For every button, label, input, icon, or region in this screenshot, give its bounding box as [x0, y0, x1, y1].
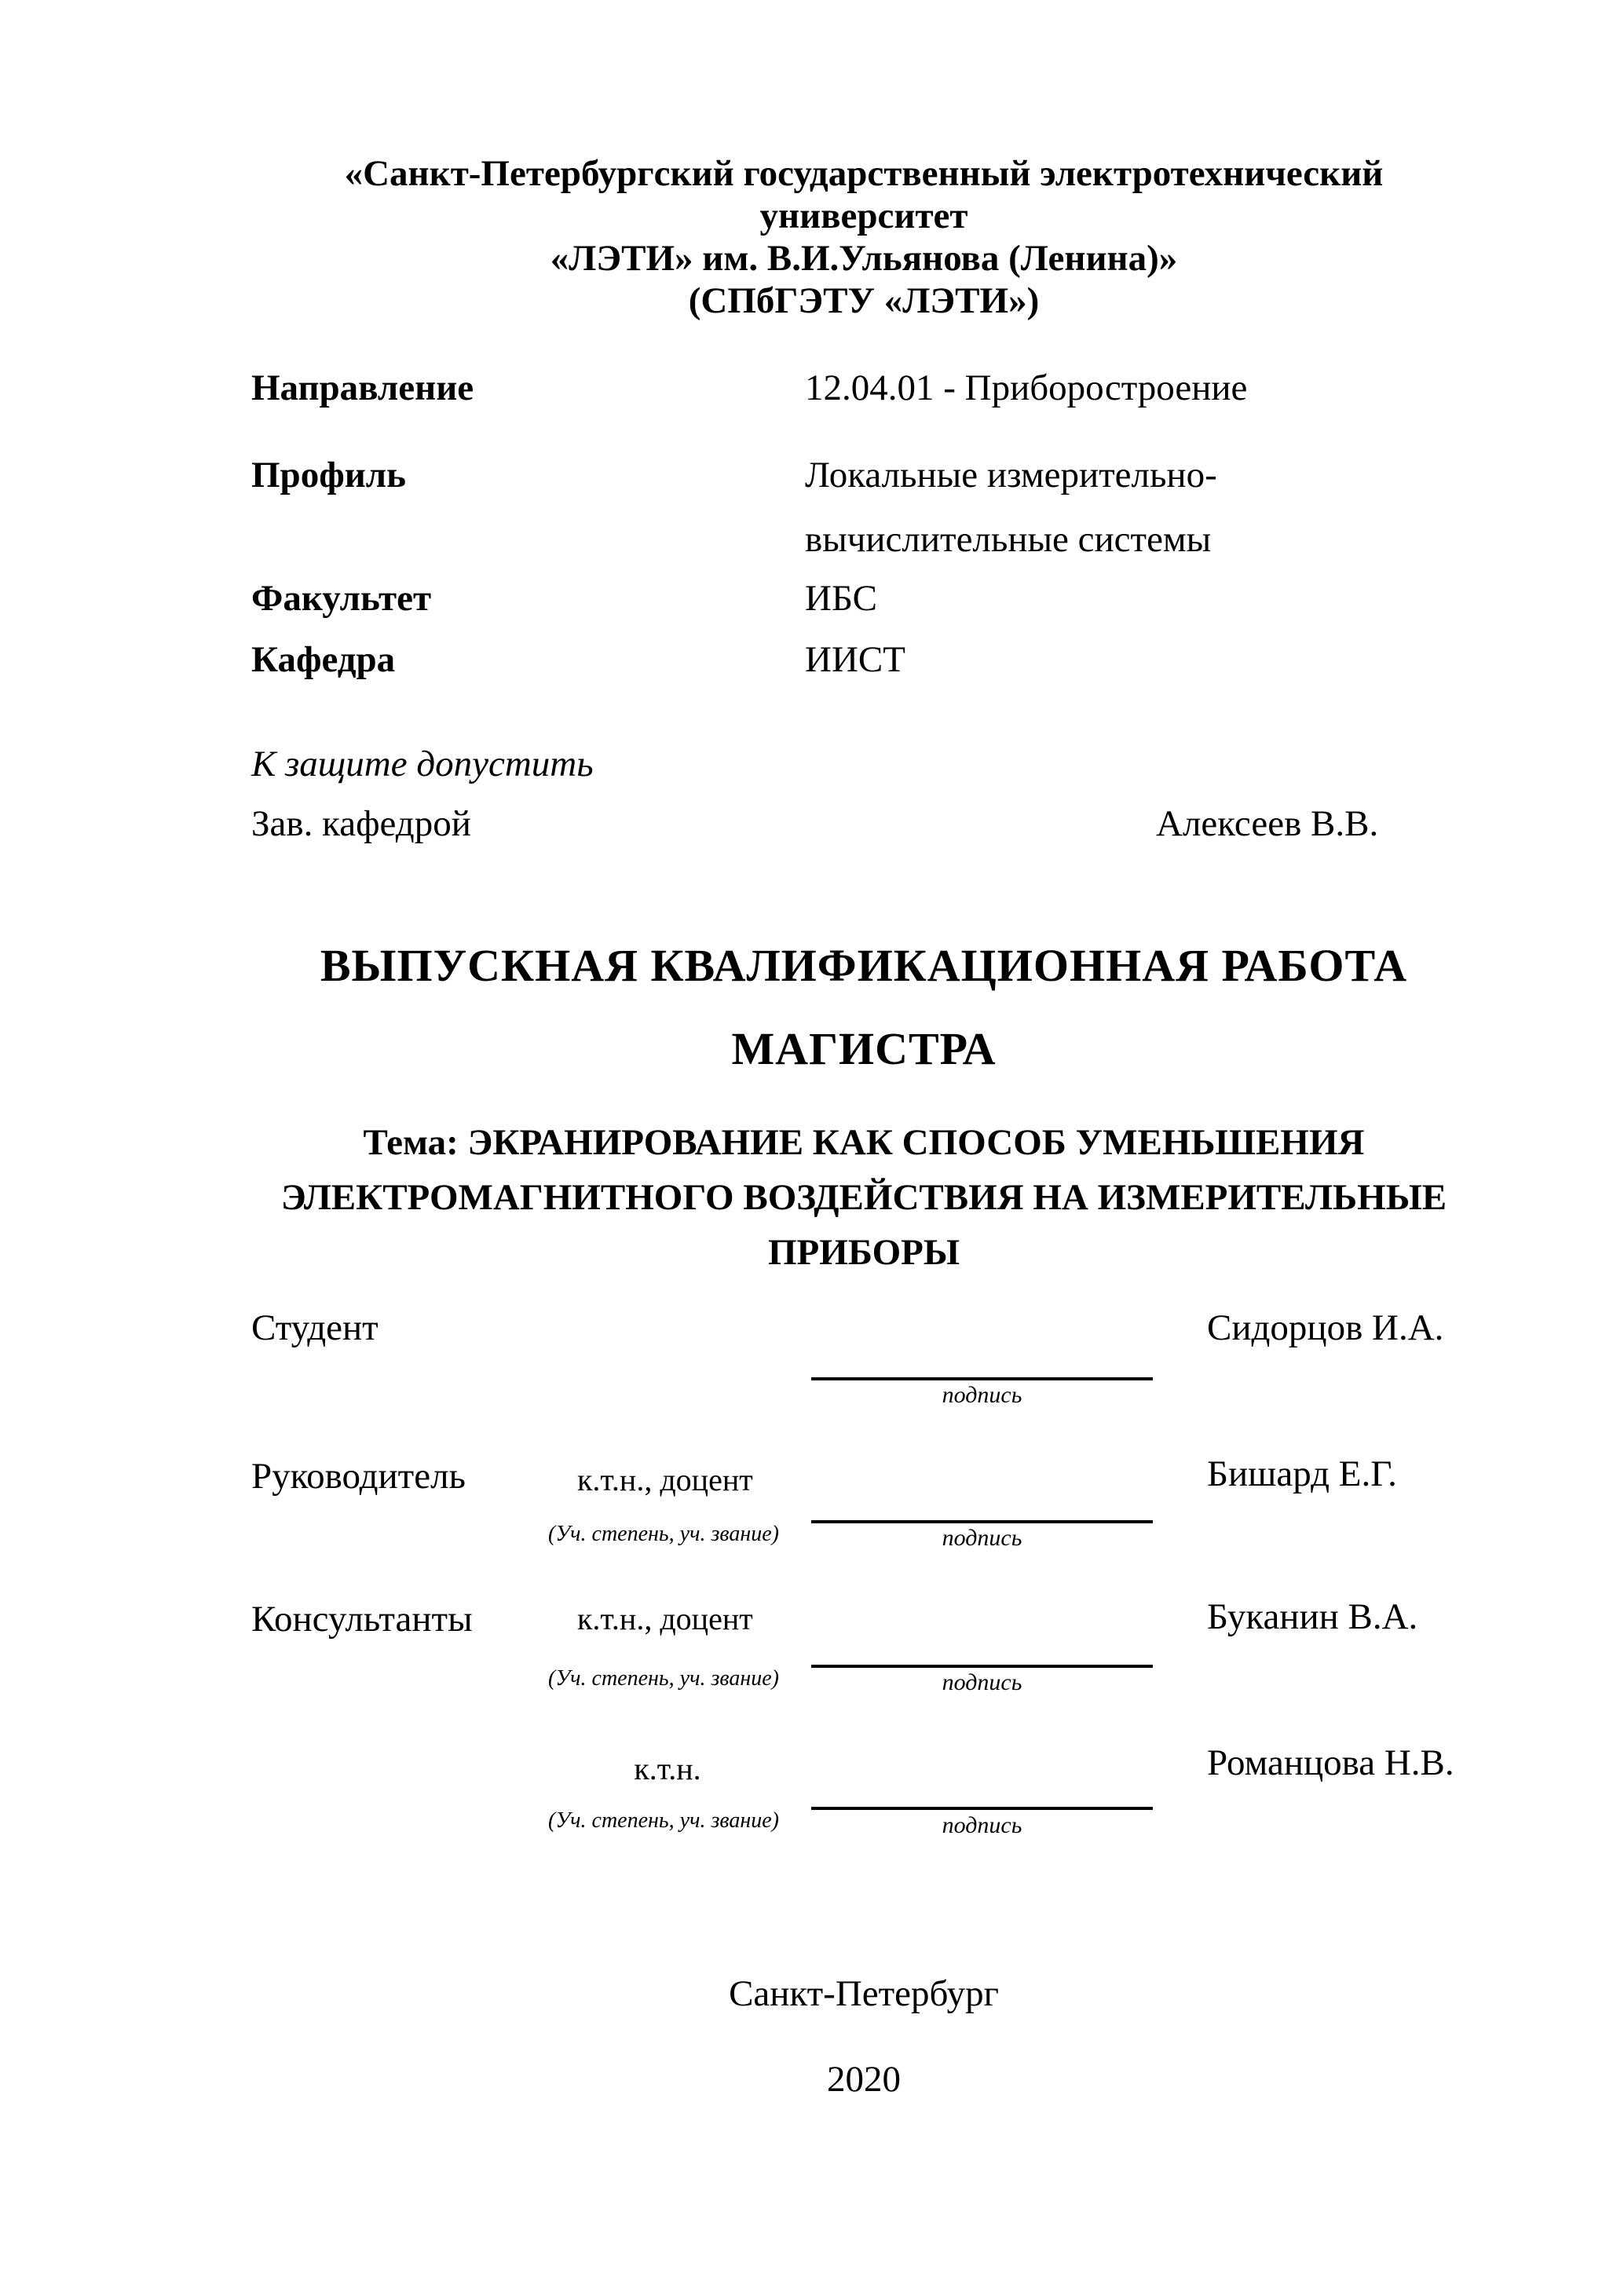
- supervisor-degree: к.т.н., доцент: [577, 1462, 753, 1497]
- supervisor-signature-line: [811, 1520, 1153, 1523]
- department-head-name: Алексеев В.В.: [1156, 803, 1379, 844]
- thesis-theme-line-2: ЭЛЕКТРОМАГНИТНОГО ВОЗДЕЙСТВИЯ НА ИЗМЕРИТЕЛЬНЫЕ: [280, 1177, 1447, 1218]
- thesis-theme-line-1: Тема: ЭКРАНИРОВАНИЕ КАК СПОСОБ УМЕНЬШЕНИЯ: [363, 1122, 1365, 1163]
- department-value: ИИСТ: [805, 639, 905, 680]
- profile-label: Профиль: [251, 455, 407, 495]
- direction-value: 12.04.01 - Приборостроение: [805, 367, 1248, 408]
- profile-value-line-1: Локальные измерительно-: [805, 455, 1217, 495]
- consultant1-signature-caption: подпись: [942, 1669, 1022, 1695]
- department-head-label: Зав. кафедрой: [251, 803, 471, 844]
- consultant2-signature-line: [811, 1807, 1153, 1810]
- faculty-value: ИБС: [805, 578, 877, 619]
- thesis-title-line-1: ВЫПУСКНАЯ КВАЛИФИКАЦИОННАЯ РАБОТА: [320, 940, 1408, 991]
- consultant1-signature-line: [811, 1665, 1153, 1668]
- university-name-line-2: «ЛЭТИ» им. В.И.Ульянова (Ленина)»: [550, 238, 1178, 279]
- thesis-title: [251, 924, 1476, 1091]
- consultant1-degree-caption: (Уч. степень, уч. звание): [548, 1666, 779, 1691]
- student-signature-caption: подпись: [942, 1382, 1022, 1408]
- consultant2-signature-caption: подпись: [942, 1812, 1022, 1838]
- admission-note: К защите допустить: [251, 744, 594, 784]
- supervisor-name: Бишард Е.Г.: [1207, 1453, 1397, 1494]
- thesis-title-line-2: МАГИСТРА: [731, 1023, 997, 1074]
- student-role-label: Студент: [251, 1307, 379, 1348]
- footer-year: 2020: [827, 2059, 901, 2100]
- department-label: Кафедра: [251, 639, 396, 680]
- university-name-line-1: «Санкт-Петербургский государственный электротехнический университет: [344, 153, 1384, 236]
- student-signature-line: [811, 1377, 1153, 1380]
- university-abbreviation: (СПбГЭТУ «ЛЭТИ»): [688, 280, 1040, 321]
- consultant1-name: Буканин В.А.: [1207, 1596, 1418, 1637]
- consultant1-degree: к.т.н., доцент: [577, 1601, 753, 1636]
- consultant2-name: Романцова Н.В.: [1207, 1742, 1454, 1783]
- student-name: Сидорцов И.А.: [1207, 1307, 1444, 1348]
- thesis-theme: [251, 1115, 1476, 1280]
- profile-value-line-2: вычислительные системы: [805, 519, 1212, 560]
- thesis-theme-line-3: ПРИБОРЫ: [768, 1232, 960, 1273]
- supervisor-degree-caption: (Уч. степень, уч. звание): [548, 1522, 779, 1546]
- consultants-role-label: Консультанты: [251, 1599, 473, 1640]
- direction-label: Направление: [251, 367, 474, 408]
- consultant2-degree-caption: (Уч. степень, уч. звание): [548, 1808, 779, 1833]
- supervisor-signature-caption: подпись: [942, 1525, 1022, 1551]
- footer-city: Санкт-Петербург: [729, 1973, 999, 2014]
- supervisor-role-label: Руководитель: [251, 1456, 466, 1497]
- consultant2-degree: к.т.н.: [634, 1751, 701, 1786]
- university-header: [251, 152, 1476, 322]
- faculty-label: Факультет: [251, 578, 432, 619]
